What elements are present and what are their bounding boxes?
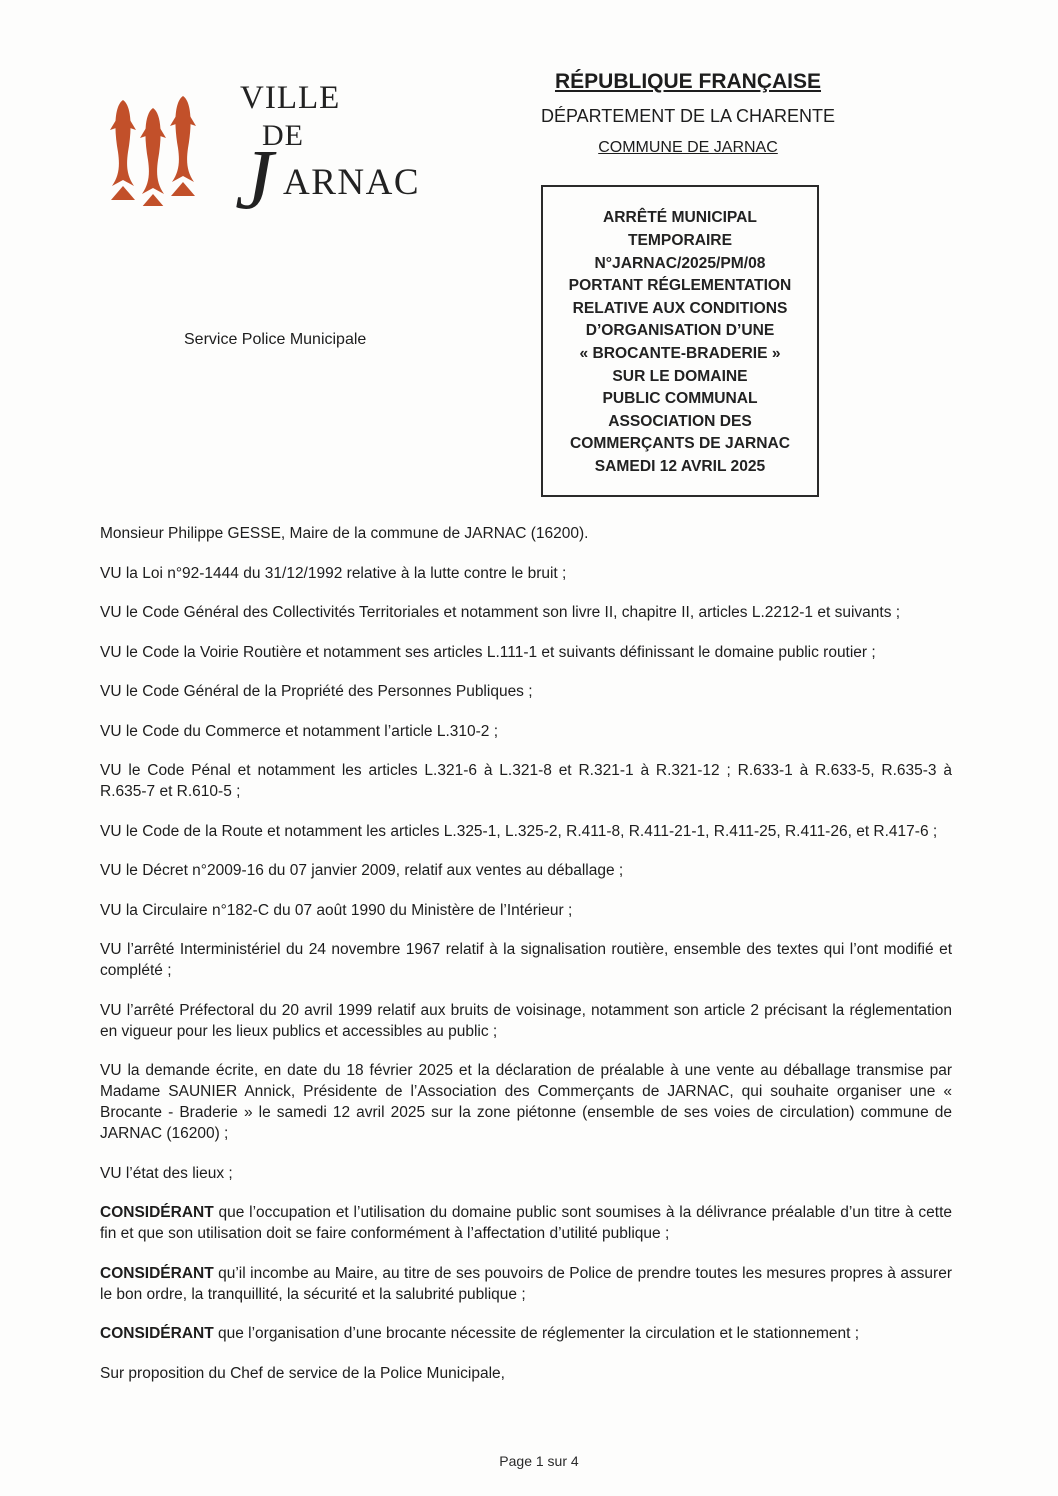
logo-initial-j: J <box>235 131 274 227</box>
departement-heading: DÉPARTEMENT DE LA CHARENTE <box>540 106 836 126</box>
visa-paragraph <box>100 760 952 802</box>
visa-list <box>100 563 952 1345</box>
paragraph-keyword: VU <box>100 1001 122 1019</box>
arrete-title-box <box>541 185 819 497</box>
paragraph-keyword: VU <box>100 862 122 879</box>
arrete-title <box>569 203 792 478</box>
paragraph-keyword: VU <box>100 683 122 700</box>
arrete-line: ARRÊTÉ MUNICIPAL <box>603 209 757 227</box>
arrete-line: ASSOCIATION DES <box>608 412 752 430</box>
considerant-paragraph <box>100 1202 952 1244</box>
paragraph-text: le Code Pénal et notamment les articles L.321-6 à L.321-8 et R.321-1 à R.321-12 ; R.633-1 à R.633-5, R.635-3 à R.635-7 et R.610-5 ; <box>100 762 952 800</box>
proposition-line: Sur proposition du Chef de service de la Police Municipale, <box>100 1364 505 1382</box>
arrete-line: N°JARNAC/2025/PM/08 <box>594 254 766 272</box>
paragraph-keyword: VU <box>100 941 122 958</box>
arrete-line: SAMEDI 12 AVRIL 2025 <box>594 457 766 475</box>
paragraph-text: l’état des lieux ; <box>121 1164 233 1182</box>
paragraph-keyword: VU <box>100 822 122 840</box>
fish-shape <box>110 100 136 200</box>
visa-paragraph <box>100 860 952 881</box>
visa-paragraph <box>100 821 952 842</box>
paragraph-keyword: VU <box>100 643 122 661</box>
document-body <box>100 523 952 1402</box>
fish-shape <box>170 96 196 196</box>
paragraph-text: la Circulaire n°182-C du 07 août 1990 du Ministère de l’Intérieur ; <box>121 901 573 919</box>
paragraph-keyword: VU <box>100 722 122 740</box>
page-number: Page 1 sur 4 <box>499 1453 579 1469</box>
visa-paragraph <box>100 642 952 663</box>
visa-paragraph <box>100 681 952 702</box>
paragraph-text: qu’il incombe au Maire, au titre de ses pouvoirs de Police de prendre toutes les mesures propres à assurer le bon ordre, la tranquillité, la sécurité et la salubrité publique ; <box>100 1264 952 1303</box>
visa-paragraph <box>100 900 952 921</box>
paragraph-keyword: VU <box>100 901 122 919</box>
considerant-paragraph <box>100 1323 952 1344</box>
fish-shape <box>140 108 166 206</box>
paragraph-text: le Code Général des Collectivités Territoriales et notamment son livre II, chapitre II, articles L.2212-1 et suivants ; <box>121 604 901 621</box>
logo-arnac-text: ARNAC <box>283 162 421 203</box>
visa-paragraph <box>100 1060 952 1144</box>
arrete-line: PUBLIC COMMUNAL <box>602 390 758 408</box>
paragraph-keyword: CONSIDÉRANT <box>100 1325 214 1342</box>
commune-heading: COMMUNE DE JARNAC <box>598 139 778 156</box>
paragraph-text: le Code la Voirie Routière et notamment ses articles L.111-1 et suivants définissant le domaine public routier ; <box>121 643 876 661</box>
paragraph-text: la demande écrite, en date du 18 février 2025 et la déclaration de préalable à une vente au déballage transmise par Madame SAUNIER Annick, Présidente de l’Association des Commerçants de JARNAC, qui souhaite organiser une « Brocante - Braderie » le samedi 12 avril 2025 sur la zone piétonne (ensemble de ses voies de circulation) commune de JARNAC (16200) ; <box>100 1062 952 1142</box>
visa-paragraph <box>100 1163 952 1184</box>
arrete-line: PORTANT RÉGLEMENTATION <box>568 277 792 295</box>
paragraph-text: l’arrêté Interministériel du 24 novembre 1967 relatif à la signalisation routière, ensemble des textes qui l’ont modifié et complété ; <box>100 941 952 979</box>
visa-paragraph <box>100 1000 952 1042</box>
ville-de-jarnac-logo <box>105 78 421 228</box>
arrete-line: RELATIVE AUX CONDITIONS <box>572 299 788 317</box>
paragraph-keyword: VU <box>100 1062 122 1079</box>
paragraph-text: la Loi n°92-1444 du 31/12/1992 relative à la lutte contre le bruit ; <box>121 564 567 582</box>
visa-paragraph <box>100 721 952 742</box>
arrete-line: SUR LE DOMAINE <box>612 367 748 385</box>
arrete-line: TEMPORAIRE <box>628 232 732 250</box>
fish-emblem-icon <box>105 86 205 206</box>
paragraph-text: le Code du Commerce et notamment l’article L.310-2 ; <box>121 722 499 740</box>
paragraph-text: que l’occupation et l’utilisation du domaine public sont soumises à la délivrance préalable d’un titre à cette fin et que son utilisation doit se faire conformément à l’affectation d’utilité publique ; <box>100 1204 952 1242</box>
visa-paragraph <box>100 563 952 584</box>
paragraph-text: le Code de la Route et notamment les articles L.325-1, L.325-2, R.411-8, R.411-21-1, R.411-25, R.411-26, et R.417-6 ; <box>121 822 938 840</box>
paragraph-keyword: CONSIDÉRANT <box>100 1264 214 1282</box>
paragraph-text: l’arrêté Préfectoral du 20 avril 1999 relatif aux bruits de voisinage, notamment son article 2 précisant la réglementation en vigueur pour les lieux publics et accessibles au public ; <box>100 1001 952 1040</box>
paragraph-keyword: CONSIDÉRANT <box>100 1204 214 1221</box>
visa-paragraph <box>100 939 952 981</box>
logo-de-text: DE <box>262 119 304 152</box>
paragraph-keyword: VU <box>100 604 122 621</box>
paragraph-text: que l’organisation d’une brocante nécessite de réglementer la circulation et le stationnement ; <box>213 1325 860 1342</box>
maire-statement: Monsieur Philippe GESSE, Maire de la commune de JARNAC (16200). <box>100 525 589 542</box>
arrete-line: COMMERÇANTS DE JARNAC <box>569 435 791 453</box>
arrete-line: « BROCANTE-BRADERIE » <box>579 345 781 362</box>
republique-heading: RÉPUBLIQUE FRANÇAISE <box>554 70 822 93</box>
paragraph-text: le Code Général de la Propriété des Personnes Publiques ; <box>121 683 533 700</box>
paragraph-keyword: VU <box>100 1164 122 1182</box>
paragraph-text: le Décret n°2009-16 du 07 janvier 2009, relatif aux ventes au déballage ; <box>121 862 624 879</box>
considerant-paragraph <box>100 1263 952 1305</box>
logo-wordmark <box>235 78 421 228</box>
paragraph-keyword: VU <box>100 762 122 779</box>
service-label: Service Police Municipale <box>184 331 367 348</box>
paragraph-keyword: VU <box>100 564 122 582</box>
logo-ville-text: VILLE <box>240 80 341 116</box>
arrete-line: D’ORGANISATION D’UNE <box>585 322 775 340</box>
visa-paragraph <box>100 602 952 623</box>
